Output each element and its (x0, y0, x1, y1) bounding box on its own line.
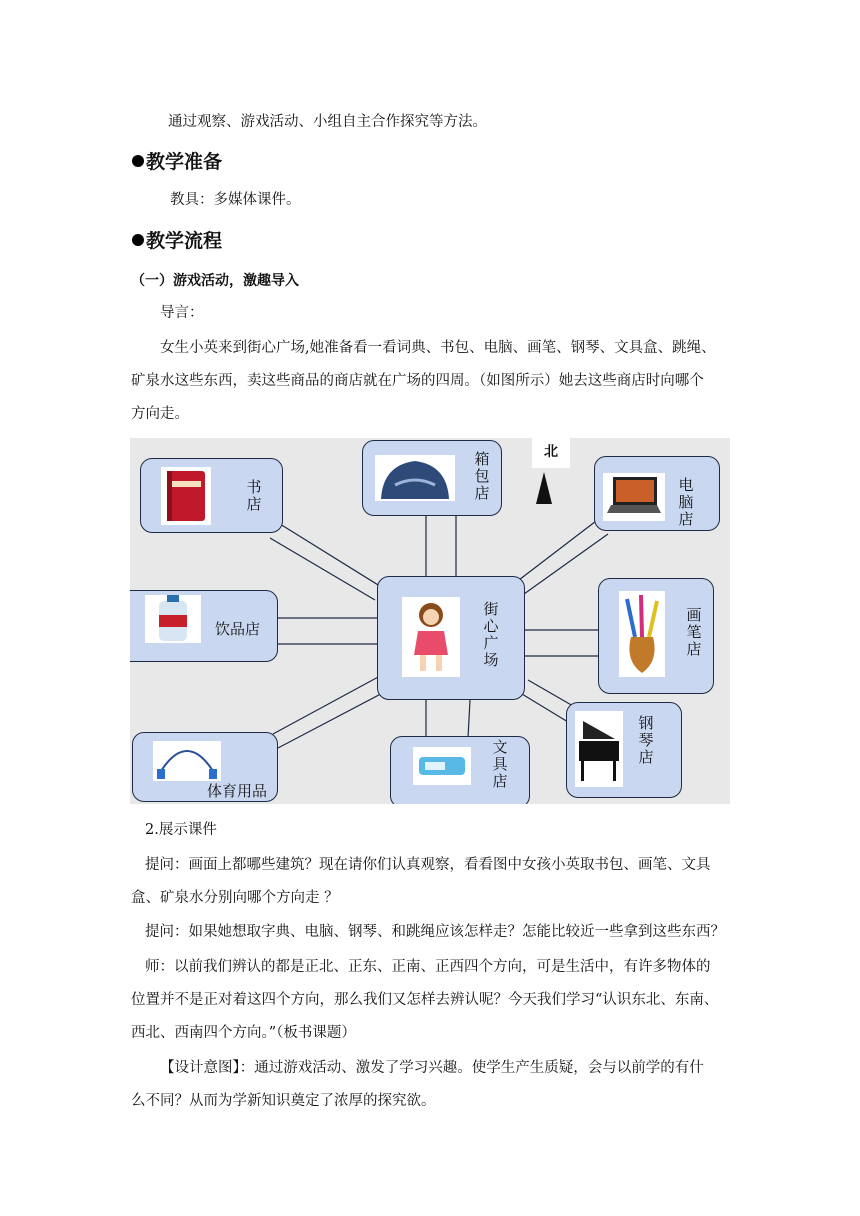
center-square (377, 576, 525, 700)
store-computer (594, 456, 720, 531)
teacher-line-1: 师：以前我们辨认的都是正北、正东、正南、正西四个方向，可是生活中，有许多物体的 (145, 959, 711, 975)
intro-line: 通过观察、游戏活动、小组自主合作探究等方法。 (168, 114, 487, 130)
bullet-icon (132, 234, 144, 246)
part1-para-line-2: 矿泉水这些东西，卖这些商品的商店就在广场的四周。（如图所示）她去这些商店时向哪个 (131, 373, 704, 389)
teacher-line-3: 西北、西南四个方向。”（板书课题） (131, 1025, 356, 1041)
part1-para-line-1: 女生小英来到街心广场,她准备看一看词典、书包、电脑、画笔、钢琴、文具盒、跳绳、 (160, 340, 716, 356)
prep-body: 教具：多媒体课件。 (170, 192, 301, 208)
store-label-drinks: 饮品店 (215, 620, 261, 638)
store-label-computer: 电脑店 (678, 476, 694, 528)
store-drinks (130, 590, 278, 662)
store-label-stationery: 文具店 (492, 738, 508, 790)
heading-teaching-prep: 教学准备 (132, 150, 222, 174)
water-bottle-icon (145, 595, 201, 643)
heading-teaching-flow: 教学流程 (132, 229, 222, 253)
part1-para-line-3: 方向走。 (131, 406, 189, 422)
store-label-bookstore: 书店 (246, 478, 262, 513)
bullet-icon (132, 155, 144, 167)
store-sports (132, 732, 278, 802)
pencil-case-icon (413, 747, 471, 785)
teacher-line-2: 位置并不是正对着这四个方向，那么我们又怎样去辨认呢？今天我们学习“认识东北、东南、 (131, 992, 719, 1008)
question1-line-1: 提问：画面上都哪些建筑？现在请你们认真观察，看看图中女孩小英取书包、画笔、文具 (145, 857, 711, 873)
question1-line-2: 盒、矿泉水分别向哪个方向走 ？ (131, 890, 339, 906)
brush-vase-icon (619, 591, 665, 677)
store-label-sports: 体育用品 (207, 782, 268, 800)
part1-lead: 导言： (160, 305, 204, 321)
north-arrow-icon (534, 470, 554, 506)
jump-rope-icon (153, 741, 221, 781)
item2-label: 2.展示课件 (145, 822, 217, 838)
store-label-piano: 钢琴店 (638, 714, 654, 766)
dictionary-icon (161, 467, 211, 525)
piano-icon (575, 711, 623, 787)
design-intent-line-2: 么不同？从而为学新知识奠定了浓厚的探究欲。 (131, 1093, 436, 1109)
store-piano (566, 702, 682, 798)
question2: 提问：如果她想取字典、电脑、钢琴、和跳绳应该怎样走？怎能比较近一些拿到这些东西？ (145, 924, 725, 940)
store-bagstore (362, 440, 502, 516)
laptop-icon (603, 473, 665, 521)
store-stationery (390, 736, 530, 804)
part1-title: （一）游戏活动，激趣导入 (131, 273, 299, 289)
north-label: 北 (532, 438, 570, 468)
store-brush (598, 578, 714, 694)
design-intent-line-1: 【设计意图】：通过游戏活动、激发了学习兴趣。使学生产生质疑，会与以前学的有什 (160, 1060, 704, 1076)
girl-icon (402, 597, 460, 677)
backpack-icon (375, 455, 455, 501)
store-bookstore (140, 458, 283, 533)
street-square-map (130, 438, 730, 804)
store-label-bagstore: 箱包店 (474, 450, 490, 502)
center-label: 街心广场 (483, 600, 499, 669)
store-label-brush: 画笔店 (686, 606, 702, 658)
